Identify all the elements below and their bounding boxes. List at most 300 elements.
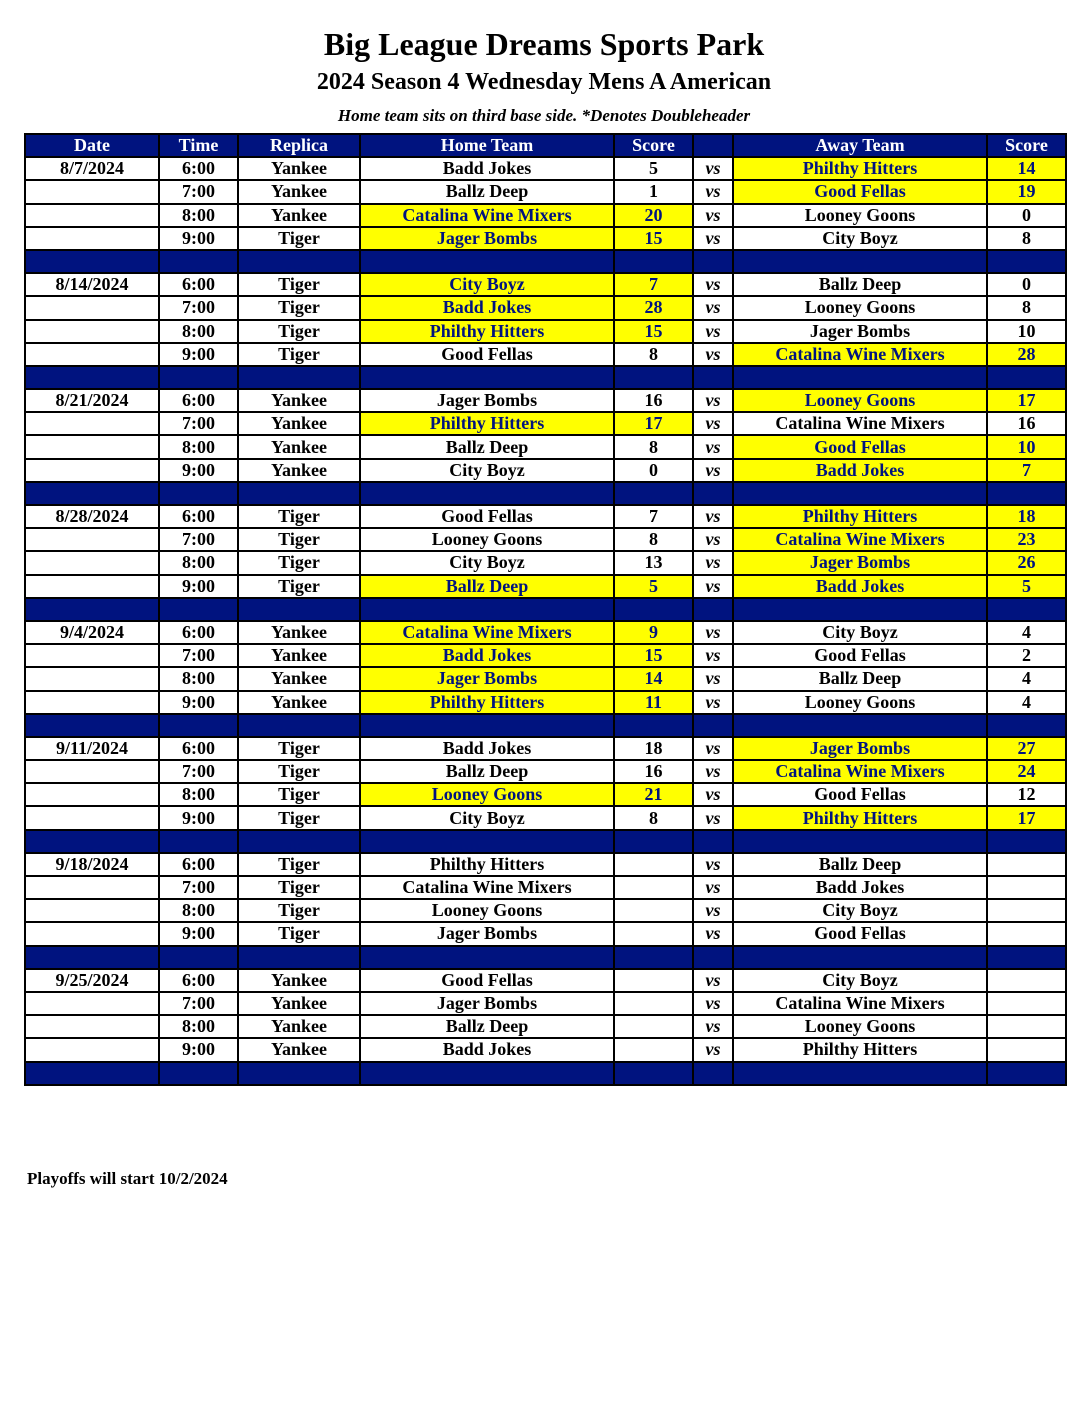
separator-cell xyxy=(693,598,733,621)
separator-cell xyxy=(159,250,238,273)
page-subtitle: 2024 Season 4 Wednesday Mens A American xyxy=(316,69,772,95)
date-cell xyxy=(25,667,159,690)
week-separator-row xyxy=(25,482,1066,505)
game-row xyxy=(25,412,1066,435)
vs-cell: vs xyxy=(693,505,733,528)
separator-cell xyxy=(987,366,1066,389)
time-cell: 7:00 xyxy=(159,528,238,551)
away-score-cell: 4 xyxy=(987,691,1066,714)
home-score-cell: 7 xyxy=(614,273,693,296)
replica-cell: Tiger xyxy=(238,296,360,319)
replica-cell: Yankee xyxy=(238,691,360,714)
date-cell xyxy=(25,575,159,598)
home-team-cell: Good Fellas xyxy=(360,969,614,992)
separator-cell xyxy=(25,714,159,737)
away-score-cell xyxy=(987,853,1066,876)
week-separator-row xyxy=(25,946,1066,969)
separator-cell xyxy=(987,482,1066,505)
replica-cell: Tiger xyxy=(238,528,360,551)
home-team-cell: Badd Jokes xyxy=(360,737,614,760)
home-team-cell: Badd Jokes xyxy=(360,644,614,667)
home-score-cell: 1 xyxy=(614,180,693,203)
away-team-cell: Jager Bombs xyxy=(733,551,987,574)
time-cell: 6:00 xyxy=(159,853,238,876)
separator-cell xyxy=(25,1062,159,1085)
home-team-cell: Good Fellas xyxy=(360,343,614,366)
game-row xyxy=(25,505,1066,528)
separator-cell xyxy=(25,482,159,505)
time-cell: 8:00 xyxy=(159,204,238,227)
separator-cell xyxy=(159,830,238,853)
home-score-cell xyxy=(614,853,693,876)
time-cell: 7:00 xyxy=(159,876,238,899)
home-team-cell: Ballz Deep xyxy=(360,1015,614,1038)
date-cell xyxy=(25,180,159,203)
separator-cell xyxy=(614,830,693,853)
date-cell xyxy=(25,922,159,945)
game-row xyxy=(25,389,1066,412)
vs-cell: vs xyxy=(693,621,733,644)
time-cell: 6:00 xyxy=(159,505,238,528)
away-team-cell: Philthy Hitters xyxy=(733,806,987,829)
away-team-cell: Philthy Hitters xyxy=(733,1038,987,1061)
vs-cell: vs xyxy=(693,180,733,203)
vs-cell: vs xyxy=(693,320,733,343)
date-cell: 9/18/2024 xyxy=(25,853,159,876)
vs-cell: vs xyxy=(693,227,733,250)
date-cell: 8/21/2024 xyxy=(25,389,159,412)
time-cell: 8:00 xyxy=(159,435,238,458)
home-score-cell: 5 xyxy=(614,575,693,598)
separator-cell xyxy=(238,1062,360,1085)
game-row xyxy=(25,667,1066,690)
home-score-cell xyxy=(614,1038,693,1061)
game-row xyxy=(25,899,1066,922)
replica-cell: Tiger xyxy=(238,876,360,899)
away-team-cell: Philthy Hitters xyxy=(733,505,987,528)
away-team-cell: Catalina Wine Mixers xyxy=(733,760,987,783)
home-team-note: Home team sits on third base side. *Denotes Doubleheader xyxy=(337,106,751,125)
date-cell xyxy=(25,1038,159,1061)
separator-cell xyxy=(733,714,987,737)
home-score-cell: 18 xyxy=(614,737,693,760)
date-cell xyxy=(25,435,159,458)
away-team-cell: City Boyz xyxy=(733,621,987,644)
week-separator-row xyxy=(25,598,1066,621)
replica-cell: Yankee xyxy=(238,157,360,180)
time-cell: 9:00 xyxy=(159,806,238,829)
home-score-cell xyxy=(614,876,693,899)
separator-cell xyxy=(987,250,1066,273)
away-score-cell xyxy=(987,899,1066,922)
away-score-cell: 10 xyxy=(987,435,1066,458)
date-cell xyxy=(25,760,159,783)
separator-cell xyxy=(360,946,614,969)
col-header-away-team: Away Team xyxy=(733,134,987,157)
away-score-cell: 24 xyxy=(987,760,1066,783)
game-row xyxy=(25,922,1066,945)
home-score-cell: 8 xyxy=(614,806,693,829)
home-team-cell: Philthy Hitters xyxy=(360,853,614,876)
col-header-date: Date xyxy=(25,134,159,157)
replica-cell: Tiger xyxy=(238,922,360,945)
replica-cell: Tiger xyxy=(238,505,360,528)
replica-cell: Yankee xyxy=(238,180,360,203)
vs-cell: vs xyxy=(693,969,733,992)
away-team-cell: Ballz Deep xyxy=(733,853,987,876)
home-team-cell: Philthy Hitters xyxy=(360,320,614,343)
away-team-cell: Looney Goons xyxy=(733,204,987,227)
vs-cell: vs xyxy=(693,296,733,319)
away-score-cell xyxy=(987,1015,1066,1038)
separator-cell xyxy=(614,714,693,737)
away-team-cell: Looney Goons xyxy=(733,1015,987,1038)
replica-cell: Yankee xyxy=(238,969,360,992)
date-cell: 8/14/2024 xyxy=(25,273,159,296)
replica-cell: Yankee xyxy=(238,459,360,482)
time-cell: 9:00 xyxy=(159,343,238,366)
separator-cell xyxy=(238,714,360,737)
separator-cell xyxy=(360,1062,614,1085)
away-team-cell: Catalina Wine Mixers xyxy=(733,528,987,551)
game-row xyxy=(25,783,1066,806)
time-cell: 8:00 xyxy=(159,783,238,806)
away-score-cell: 4 xyxy=(987,667,1066,690)
separator-cell xyxy=(693,830,733,853)
away-score-cell: 7 xyxy=(987,459,1066,482)
vs-cell: vs xyxy=(693,575,733,598)
time-cell: 6:00 xyxy=(159,969,238,992)
col-header-replica: Replica xyxy=(238,134,360,157)
home-team-cell: Ballz Deep xyxy=(360,435,614,458)
separator-cell xyxy=(614,366,693,389)
col-header-vs xyxy=(693,134,733,157)
replica-cell: Tiger xyxy=(238,343,360,366)
away-team-cell: Philthy Hitters xyxy=(733,157,987,180)
vs-cell: vs xyxy=(693,644,733,667)
home-team-cell: City Boyz xyxy=(360,273,614,296)
home-score-cell: 9 xyxy=(614,621,693,644)
date-cell: 9/25/2024 xyxy=(25,969,159,992)
home-score-cell: 20 xyxy=(614,204,693,227)
separator-cell xyxy=(987,714,1066,737)
separator-cell xyxy=(25,830,159,853)
separator-cell xyxy=(360,830,614,853)
home-score-cell xyxy=(614,969,693,992)
home-team-cell: Jager Bombs xyxy=(360,227,614,250)
game-row xyxy=(25,320,1066,343)
separator-cell xyxy=(733,366,987,389)
game-row xyxy=(25,157,1066,180)
home-score-cell: 21 xyxy=(614,783,693,806)
home-score-cell xyxy=(614,899,693,922)
replica-cell: Tiger xyxy=(238,899,360,922)
vs-cell: vs xyxy=(693,459,733,482)
separator-cell xyxy=(238,830,360,853)
separator-cell xyxy=(238,250,360,273)
home-score-cell: 7 xyxy=(614,505,693,528)
replica-cell: Yankee xyxy=(238,992,360,1015)
date-cell xyxy=(25,876,159,899)
vs-cell: vs xyxy=(693,737,733,760)
home-team-cell: Jager Bombs xyxy=(360,389,614,412)
replica-cell: Yankee xyxy=(238,644,360,667)
away-team-cell: Good Fellas xyxy=(733,180,987,203)
away-team-cell: Jager Bombs xyxy=(733,320,987,343)
separator-cell xyxy=(614,1062,693,1085)
away-team-cell: Ballz Deep xyxy=(733,273,987,296)
home-team-cell: City Boyz xyxy=(360,806,614,829)
home-team-cell: Good Fellas xyxy=(360,505,614,528)
home-team-cell: Ballz Deep xyxy=(360,180,614,203)
game-row xyxy=(25,204,1066,227)
away-score-cell: 0 xyxy=(987,204,1066,227)
home-team-cell: City Boyz xyxy=(360,551,614,574)
date-cell xyxy=(25,459,159,482)
home-team-cell: Jager Bombs xyxy=(360,992,614,1015)
home-score-cell: 8 xyxy=(614,528,693,551)
separator-cell xyxy=(733,946,987,969)
away-score-cell: 0 xyxy=(987,273,1066,296)
game-row xyxy=(25,969,1066,992)
week-separator-row xyxy=(25,714,1066,737)
home-team-cell: Badd Jokes xyxy=(360,296,614,319)
time-cell: 8:00 xyxy=(159,899,238,922)
vs-cell: vs xyxy=(693,412,733,435)
away-score-cell: 8 xyxy=(987,227,1066,250)
vs-cell: vs xyxy=(693,273,733,296)
replica-cell: Tiger xyxy=(238,760,360,783)
col-header-time: Time xyxy=(159,134,238,157)
date-cell xyxy=(25,992,159,1015)
separator-cell xyxy=(693,482,733,505)
date-cell xyxy=(25,296,159,319)
away-score-cell: 17 xyxy=(987,806,1066,829)
date-cell: 9/4/2024 xyxy=(25,621,159,644)
schedule-body xyxy=(25,157,1066,1085)
time-cell: 7:00 xyxy=(159,296,238,319)
away-team-cell: Badd Jokes xyxy=(733,575,987,598)
separator-cell xyxy=(238,482,360,505)
vs-cell: vs xyxy=(693,528,733,551)
away-team-cell: Ballz Deep xyxy=(733,667,987,690)
away-team-cell: City Boyz xyxy=(733,227,987,250)
home-team-cell: Catalina Wine Mixers xyxy=(360,621,614,644)
away-team-cell: Jager Bombs xyxy=(733,737,987,760)
separator-cell xyxy=(238,366,360,389)
separator-cell xyxy=(614,250,693,273)
replica-cell: Tiger xyxy=(238,737,360,760)
separator-cell xyxy=(614,598,693,621)
home-team-cell: Ballz Deep xyxy=(360,760,614,783)
playoffs-note: Playoffs will start 10/2/2024 xyxy=(27,1169,228,1188)
away-team-cell: Catalina Wine Mixers xyxy=(733,343,987,366)
away-score-cell xyxy=(987,922,1066,945)
game-row xyxy=(25,180,1066,203)
time-cell: 7:00 xyxy=(159,412,238,435)
vs-cell: vs xyxy=(693,899,733,922)
replica-cell: Yankee xyxy=(238,1038,360,1061)
date-cell: 9/11/2024 xyxy=(25,737,159,760)
time-cell: 6:00 xyxy=(159,389,238,412)
away-team-cell: Badd Jokes xyxy=(733,876,987,899)
home-score-cell xyxy=(614,992,693,1015)
vs-cell: vs xyxy=(693,806,733,829)
time-cell: 7:00 xyxy=(159,992,238,1015)
home-team-cell: Philthy Hitters xyxy=(360,412,614,435)
separator-cell xyxy=(360,366,614,389)
week-separator-row xyxy=(25,1062,1066,1085)
separator-cell xyxy=(987,1062,1066,1085)
vs-cell: vs xyxy=(693,389,733,412)
away-team-cell: City Boyz xyxy=(733,969,987,992)
col-header-home-score: Score xyxy=(614,134,693,157)
separator-cell xyxy=(693,714,733,737)
away-team-cell: Good Fellas xyxy=(733,783,987,806)
time-cell: 8:00 xyxy=(159,1015,238,1038)
away-score-cell: 26 xyxy=(987,551,1066,574)
away-score-cell: 12 xyxy=(987,783,1066,806)
separator-cell xyxy=(733,598,987,621)
vs-cell: vs xyxy=(693,691,733,714)
date-cell: 8/7/2024 xyxy=(25,157,159,180)
date-cell xyxy=(25,806,159,829)
replica-cell: Tiger xyxy=(238,783,360,806)
home-team-cell: Looney Goons xyxy=(360,528,614,551)
separator-cell xyxy=(25,250,159,273)
home-team-cell: Philthy Hitters xyxy=(360,691,614,714)
replica-cell: Yankee xyxy=(238,204,360,227)
separator-cell xyxy=(733,1062,987,1085)
separator-cell xyxy=(987,830,1066,853)
vs-cell: vs xyxy=(693,157,733,180)
game-row xyxy=(25,575,1066,598)
game-row xyxy=(25,459,1066,482)
vs-cell: vs xyxy=(693,783,733,806)
separator-cell xyxy=(159,366,238,389)
separator-cell xyxy=(733,482,987,505)
replica-cell: Tiger xyxy=(238,806,360,829)
time-cell: 9:00 xyxy=(159,459,238,482)
page-title: Big League Dreams Sports Park xyxy=(323,26,765,62)
away-score-cell: 8 xyxy=(987,296,1066,319)
replica-cell: Yankee xyxy=(238,621,360,644)
time-cell: 9:00 xyxy=(159,922,238,945)
vs-cell: vs xyxy=(693,1015,733,1038)
date-cell xyxy=(25,204,159,227)
game-row xyxy=(25,621,1066,644)
home-score-cell: 15 xyxy=(614,320,693,343)
replica-cell: Tiger xyxy=(238,227,360,250)
separator-cell xyxy=(733,250,987,273)
date-cell xyxy=(25,691,159,714)
replica-cell: Yankee xyxy=(238,435,360,458)
time-cell: 8:00 xyxy=(159,551,238,574)
time-cell: 8:00 xyxy=(159,667,238,690)
home-score-cell: 28 xyxy=(614,296,693,319)
home-team-cell: Catalina Wine Mixers xyxy=(360,876,614,899)
separator-cell xyxy=(693,1062,733,1085)
home-score-cell: 17 xyxy=(614,412,693,435)
home-team-cell: Badd Jokes xyxy=(360,157,614,180)
game-row xyxy=(25,528,1066,551)
away-score-cell: 14 xyxy=(987,157,1066,180)
vs-cell: vs xyxy=(693,922,733,945)
game-row xyxy=(25,644,1066,667)
vs-cell: vs xyxy=(693,760,733,783)
away-score-cell xyxy=(987,992,1066,1015)
away-team-cell: Looney Goons xyxy=(733,389,987,412)
home-team-cell: Jager Bombs xyxy=(360,922,614,945)
away-score-cell: 19 xyxy=(987,180,1066,203)
date-cell xyxy=(25,644,159,667)
separator-cell xyxy=(159,482,238,505)
away-score-cell xyxy=(987,969,1066,992)
separator-cell xyxy=(360,598,614,621)
home-score-cell: 16 xyxy=(614,760,693,783)
away-score-cell: 16 xyxy=(987,412,1066,435)
time-cell: 7:00 xyxy=(159,644,238,667)
home-score-cell: 8 xyxy=(614,435,693,458)
game-row xyxy=(25,1038,1066,1061)
away-team-cell: Catalina Wine Mixers xyxy=(733,412,987,435)
game-row xyxy=(25,691,1066,714)
separator-cell xyxy=(693,250,733,273)
game-row xyxy=(25,806,1066,829)
separator-cell xyxy=(159,598,238,621)
time-cell: 8:00 xyxy=(159,320,238,343)
time-cell: 9:00 xyxy=(159,1038,238,1061)
time-cell: 9:00 xyxy=(159,227,238,250)
separator-cell xyxy=(238,598,360,621)
time-cell: 6:00 xyxy=(159,157,238,180)
separator-cell xyxy=(159,1062,238,1085)
home-score-cell: 16 xyxy=(614,389,693,412)
home-score-cell xyxy=(614,1015,693,1038)
separator-cell xyxy=(693,366,733,389)
date-cell xyxy=(25,528,159,551)
game-row xyxy=(25,551,1066,574)
home-team-cell: Ballz Deep xyxy=(360,575,614,598)
away-team-cell: City Boyz xyxy=(733,899,987,922)
separator-cell xyxy=(693,946,733,969)
vs-cell: vs xyxy=(693,435,733,458)
replica-cell: Yankee xyxy=(238,389,360,412)
time-cell: 9:00 xyxy=(159,691,238,714)
date-cell xyxy=(25,227,159,250)
week-separator-row xyxy=(25,366,1066,389)
vs-cell: vs xyxy=(693,992,733,1015)
replica-cell: Tiger xyxy=(238,551,360,574)
separator-cell xyxy=(360,250,614,273)
separator-cell xyxy=(25,366,159,389)
date-cell: 8/28/2024 xyxy=(25,505,159,528)
away-score-cell: 23 xyxy=(987,528,1066,551)
away-score-cell: 5 xyxy=(987,575,1066,598)
home-team-cell: Badd Jokes xyxy=(360,1038,614,1061)
game-row xyxy=(25,760,1066,783)
home-score-cell: 13 xyxy=(614,551,693,574)
game-row xyxy=(25,296,1066,319)
col-header-home-team: Home Team xyxy=(360,134,614,157)
game-row xyxy=(25,992,1066,1015)
separator-cell xyxy=(733,830,987,853)
away-score-cell: 17 xyxy=(987,389,1066,412)
away-team-cell: Good Fellas xyxy=(733,922,987,945)
separator-cell xyxy=(987,946,1066,969)
vs-cell: vs xyxy=(693,1038,733,1061)
table-header-row xyxy=(25,134,1066,157)
